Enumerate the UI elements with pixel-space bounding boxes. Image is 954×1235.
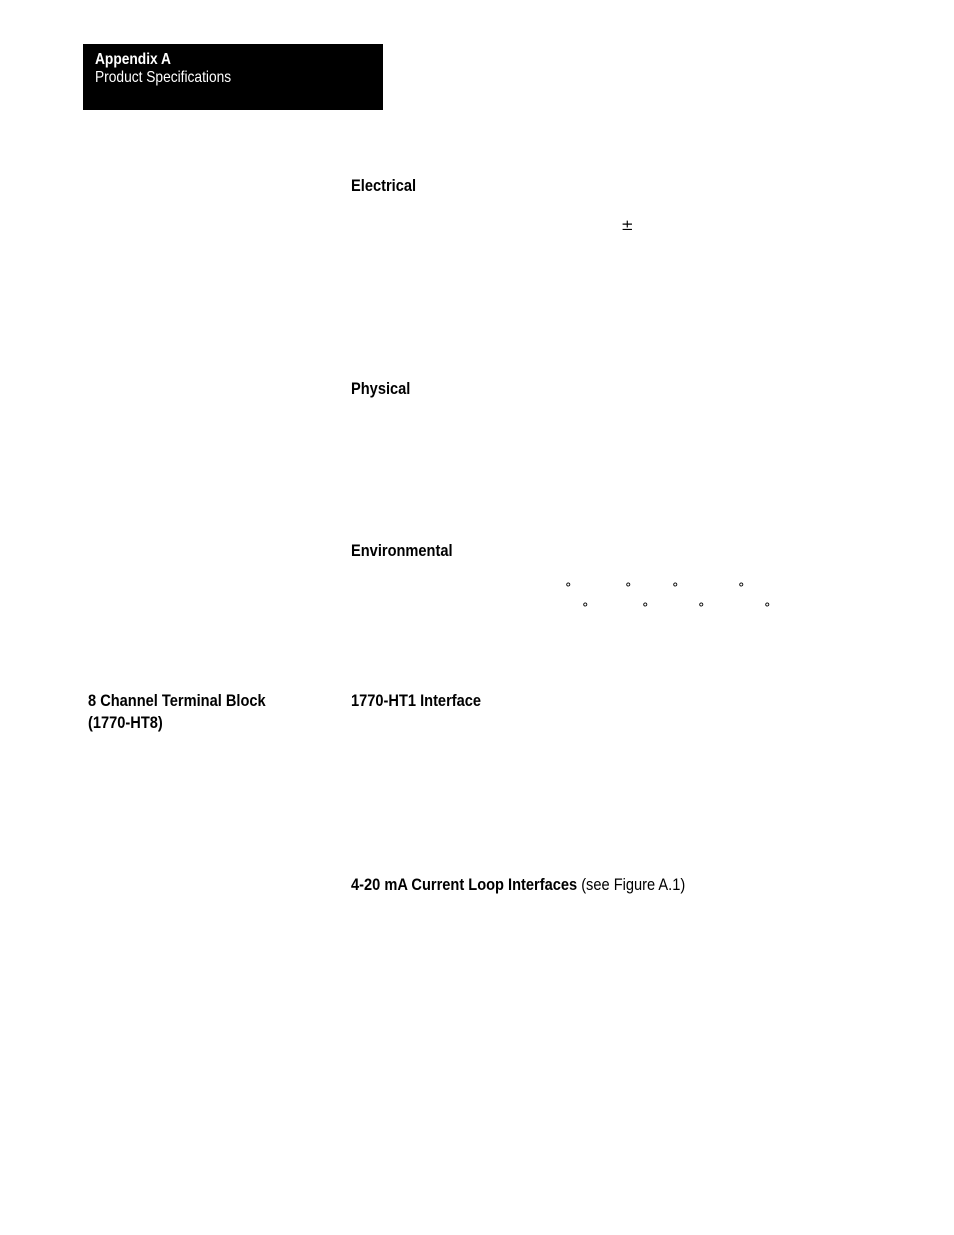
degree-symbol: ° [764,601,771,616]
ht1-interface-heading: 1770-HT1 Interface [351,691,482,710]
figure-reference: (see Figure A.1) [577,875,686,894]
current-loop-title: 4-20 mA Current Loop Interfaces [351,875,578,894]
plus-minus-symbol: ± [621,216,634,234]
appendix-subtitle: Product Specifications [95,69,232,86]
degree-symbol: ° [642,601,649,616]
degree-symbol: ° [672,581,679,596]
degree-symbol: ° [582,601,589,616]
degree-symbol: ° [625,581,632,596]
physical-heading: Physical [351,379,411,398]
environmental-heading: Environmental [351,541,453,560]
degree-symbol: ° [698,601,705,616]
degree-symbol: ° [565,581,572,596]
side-heading-terminal-block [88,690,266,734]
side-heading-line1: 8 Channel Terminal Block [88,691,266,710]
current-loop-heading [351,874,685,896]
appendix-label: Appendix A [95,51,171,68]
side-heading-line2: (1770-HT8) [88,713,163,732]
page-header [83,44,383,110]
degree-symbol: ° [738,581,745,596]
electrical-heading: Electrical [351,176,417,195]
